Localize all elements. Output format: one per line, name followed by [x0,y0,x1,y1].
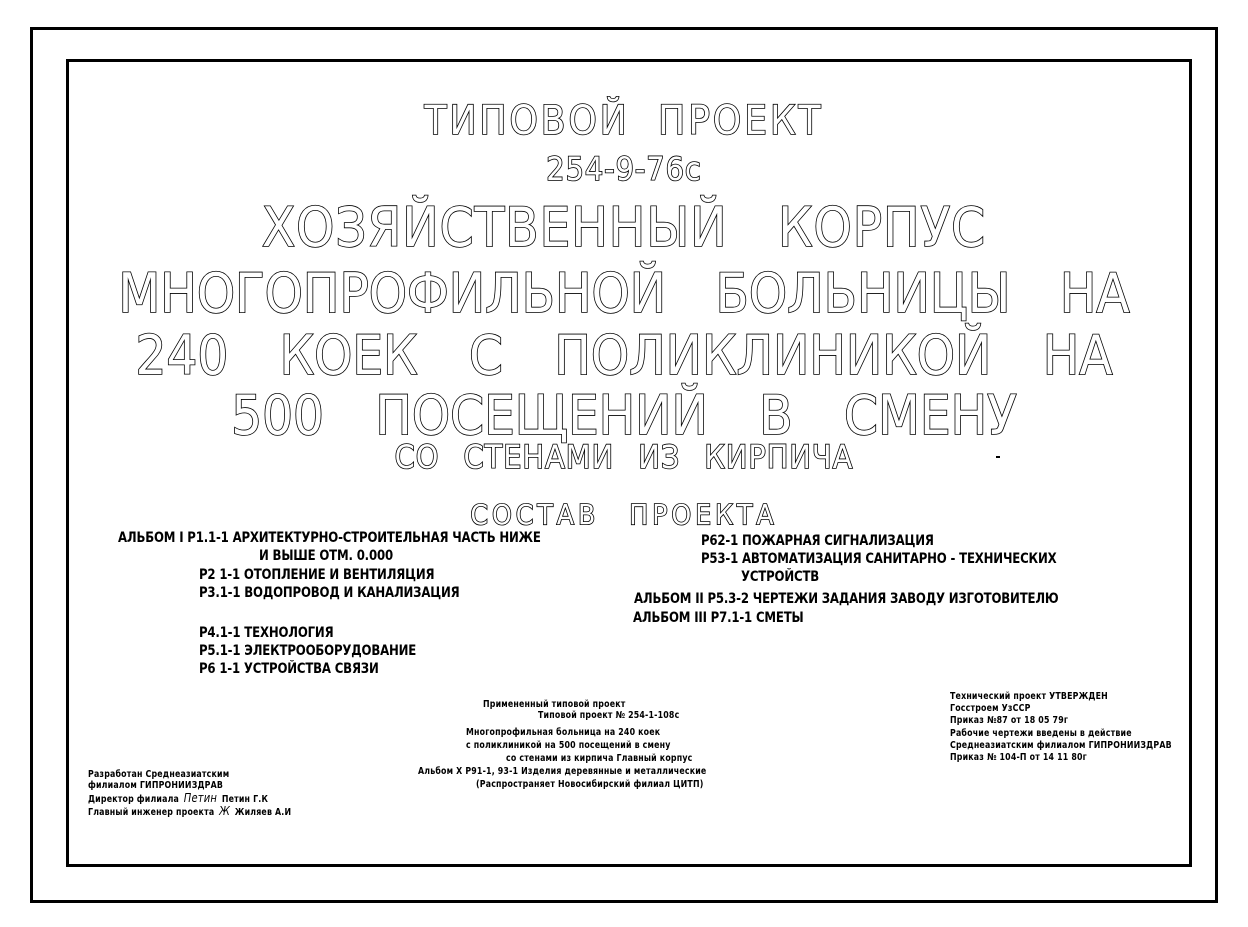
director-row [88,793,268,805]
project-number: 254-9-76с [546,150,702,188]
composition-item: Р3.1-1 ВОДОПРОВОД И КАНАЛИЗАЦИЯ [199,585,460,601]
composition-item: АЛЬБОМ III Р7.1-1 СМЕТЫ [633,610,804,626]
composition-item: АЛЬБОМ II Р5.3-2 ЧЕРТЕЖИ ЗАДАНИЯ ЗАВОДУ ИЗГОТОВИТЕЛЮ [634,591,1059,607]
engineer-row [88,806,291,818]
composition-item: Р6 1-1 УСТРОЙСТВА СВЯЗИ [199,661,379,677]
applied-line: Типовой проект № 254-1-108с [538,710,680,721]
composition-heading: СОСТАВ ПРОЕКТА [470,498,778,531]
approval-line: Приказ № 104-П от 14 11 80г [950,752,1087,763]
stray-mark [996,456,1000,458]
director-role: Директор филиала [88,794,180,805]
composition-item: Р62-1 ПОЖАРНАЯ СИГНАЛИЗАЦИЯ [701,533,934,549]
applied-line: (Распространяет Новосибирский филиал ЦИТП) [476,779,704,790]
applied-line: со стенами из кирпича Главный корпус [506,753,693,764]
title-visits: 500 ПОСЕЩЕНИЙ В СМЕНУ [231,384,1017,447]
engineer-role: Главный инженер проекта [88,807,215,818]
title-building: ХОЗЯЙСТВЕННЫЙ КОРПУС [261,196,987,259]
engineer-signature: Ж [219,804,230,818]
composition-item: УСТРОЙСТВ [741,569,820,585]
approval-line: Госстроем УзССР [950,703,1031,714]
applied-line: с поликлиникой на 500 посещений в смену [466,740,671,751]
title-hospital: МНОГОПРОФИЛЬНОЙ БОЛЬНИЦЫ НА [118,262,1130,325]
composition-item: Р53-1 АВТОМАТИЗАЦИЯ САНИТАРНО - ТЕХНИЧЕСКИХ [701,551,1057,567]
developer-line: Разработан Среднеазиатским [88,769,230,780]
applied-line: Многопрофильная больница на 240 коек [466,727,661,738]
applied-line: Альбом Х Р91-1, 93-1 Изделия деревянные и металлические [418,766,707,777]
title-beds: 240 КОЕК С ПОЛИКЛИНИКОЙ НА [135,324,1113,387]
approval-line: Среднеазиатским филиалом ГИПРОНИИЗДРАВ [950,740,1172,751]
title-walls: СО СТЕНАМИ ИЗ КИРПИЧА [394,438,854,476]
director-name: Петин Г.К [221,794,269,805]
approval-line: Технический проект УТВЕРЖДЕН [950,691,1108,702]
composition-item: И ВЫШЕ ОТМ. 0.000 [259,548,393,564]
composition-item: АЛЬБОМ I Р1.1-1 АРХИТЕКТУРНО-СТРОИТЕЛЬНАЯ ЧАСТЬ НИЖЕ [118,530,541,546]
applied-line: Примененный типовой проект [483,699,626,710]
composition-item: Р5.1-1 ЭЛЕКТРООБОРУДОВАНИЕ [199,643,417,659]
director-signature: Петин [183,791,218,805]
title-typical-project: ТИПОВОЙ ПРОЕКТ [424,98,824,144]
composition-item: Р4.1-1 ТЕХНОЛОГИЯ [199,625,334,641]
developer-line: филиалом ГИПРОНИИЗДРАВ [88,780,224,791]
composition-item: Р2 1-1 ОТОПЛЕНИЕ И ВЕНТИЛЯЦИЯ [199,567,435,583]
approval-line: Приказ №87 от 18 05 79г [950,715,1069,726]
approval-line: Рабочие чертежи введены в действие [950,728,1132,739]
engineer-name: Жиляев А.И [234,807,292,818]
